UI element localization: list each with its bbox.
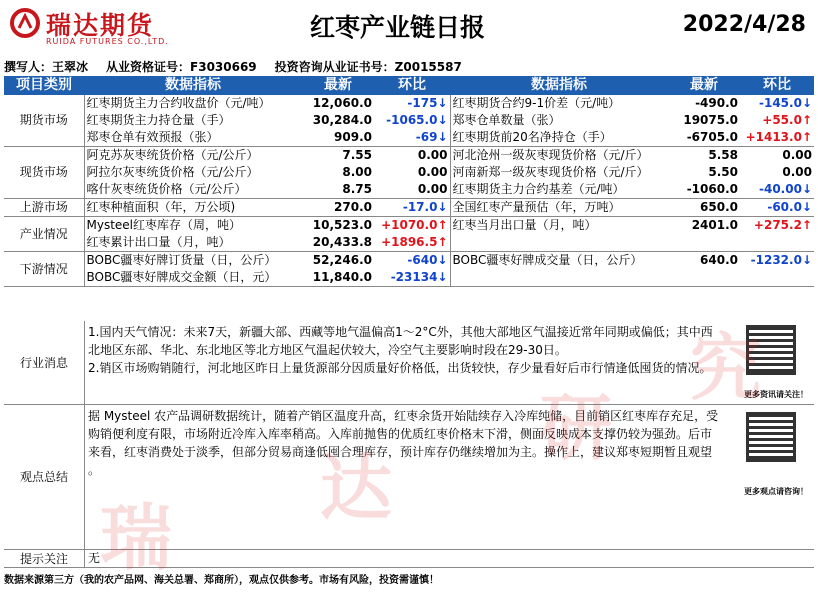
latest-value: 909.0: [302, 129, 374, 147]
table-row: [4, 129, 814, 147]
footer-disclaimer: 数据来源第三方（我的农产品网、海关总署、郑商所），观点仅供参考。市场有风险，投资需谨慎！: [4, 575, 439, 586]
change-value: 0.00: [374, 164, 450, 181]
change-value: -40.00↓: [740, 181, 814, 199]
industry-news-label: 行业消息: [19, 356, 68, 370]
reminder-value: 无: [88, 551, 101, 565]
table-row: [4, 217, 814, 235]
qr-code-icon: [746, 325, 796, 375]
latest-value: 650.0: [668, 199, 740, 217]
latest-value: 5.58: [708, 148, 738, 162]
watermark-char: 究: [690, 326, 763, 410]
qr-code-icon: [746, 412, 796, 462]
table-row: [4, 199, 814, 217]
change-value: -1232.0↓: [750, 253, 812, 267]
report-date: 2022/4/28: [682, 12, 806, 37]
change-value: +1070.0↑: [374, 217, 450, 235]
reminder-section: [4, 549, 814, 568]
viewpoint-line: 据 Mysteel 农产品调研数据统计，随着产销区温度升高，红枣余货开始陆续存入冷库纯储，目前销区红枣库存充足，受: [88, 409, 719, 423]
change-value: +275.2↑: [753, 218, 812, 232]
indicator-name: BOBC疆枣好牌成交量（日，公斤）: [452, 253, 643, 267]
change-value: -640↓: [374, 252, 450, 270]
latest-value: 640.0: [700, 253, 738, 267]
indicator-name: 红枣期货合约9-1价差（元/吨）: [452, 96, 621, 110]
latest-value: [668, 269, 740, 287]
author-name: 撰写人：王翠冰: [4, 60, 89, 74]
latest-value: -1060.0: [668, 181, 740, 199]
header-change-2: 环比: [740, 76, 814, 95]
latest-value: 12,060.0: [312, 96, 372, 110]
viewpoint-text: [88, 407, 734, 479]
industry-news-text: [88, 323, 734, 377]
indicator-name: 郑枣仓单数量（张）: [452, 113, 561, 127]
table-row: [4, 252, 814, 270]
indicator-name: 红枣累计出口量（月，吨）: [84, 234, 302, 252]
indicator-name: [450, 269, 668, 287]
indicator-name: BOBC疆枣好牌成交金额（日，元）: [84, 269, 302, 287]
report-title: 红枣产业链日报: [310, 13, 486, 42]
latest-value: 20,433.8: [302, 234, 374, 252]
change-value: -145.0↓: [759, 96, 812, 110]
indicator-name: 红枣期货主力持仓量（手）: [86, 113, 231, 127]
change-value: 0.00: [374, 147, 450, 165]
latest-value: 52,246.0: [312, 253, 372, 267]
indicator-name: 河南新郑一级灰枣现货价格（元/斤）: [452, 165, 649, 179]
latest-value: 8.00: [342, 165, 372, 179]
change-value: +1413.0↑: [740, 129, 814, 147]
table-row: [4, 269, 814, 287]
table-row: [4, 95, 814, 112]
author-line: [4, 58, 480, 75]
ruida-logo-icon: [10, 8, 40, 38]
latest-value: 270.0: [302, 199, 374, 217]
qr-caption: 更多资讯请关注！: [744, 390, 808, 399]
reminder-label: 提示关注: [19, 552, 68, 566]
latest-value: [668, 234, 740, 252]
change-value: -17.0↓: [374, 199, 450, 217]
change-value: [740, 269, 814, 287]
viewpoint-line: 来看，红枣消费处于淡季，但部分贸易商逢低囤合理库存，预计库存仍继续增加为主。操作上，建议郑枣短期暂且观望: [88, 445, 713, 459]
indicator-name: 郑枣仓单有效预报（张）: [84, 129, 302, 147]
indicator-name: 全国红枣产量预估（年，万吨）: [450, 199, 668, 217]
header-category: 项目类别: [4, 76, 84, 95]
consulting-license-number: 投资咨询从业证书号：Z0015587: [274, 60, 462, 74]
watermark-char: 研: [540, 386, 613, 470]
change-value: +55.0↑: [762, 113, 812, 127]
header-latest: 最新: [302, 76, 374, 95]
table-row: [4, 147, 814, 165]
latest-value: 8.75: [302, 181, 374, 199]
latest-value: 19075.0: [683, 113, 738, 127]
change-value: -60.0↓: [740, 199, 814, 217]
table-row: [4, 181, 814, 199]
indicator-name: [450, 234, 668, 252]
change-value: -175↓: [374, 95, 450, 112]
latest-value: 5.50: [708, 165, 738, 179]
category-cell: 期货市场: [4, 95, 84, 147]
table-row: [4, 112, 814, 129]
category-cell: 下游情况: [4, 252, 84, 287]
latest-value: 30,284.0: [312, 113, 372, 127]
latest-value: -6705.0: [668, 129, 740, 147]
news-line: 1.国内天气情况：未来7天，新疆大部、西藏等地气温偏高1～2°C外，其他大部地区气温接近常年同期或偏低；其中西: [88, 325, 713, 339]
change-value: [740, 234, 814, 252]
news-line: 北地区东部、华北、东北地区等北方地区气温起伏较大，冷空气主要影响时段在29-30日。: [88, 343, 567, 357]
change-value: -1065.0↓: [374, 112, 450, 129]
qualification-number: 从业资格证号：F3030669: [106, 60, 257, 74]
latest-value: 7.55: [342, 148, 372, 162]
header-latest-2: 最新: [668, 76, 740, 95]
indicator-name: 红枣期货前20名净持仓（手）: [450, 129, 668, 147]
change-value: -23134↓: [374, 269, 450, 287]
indicator-name: Mysteel红枣库存（周，吨）: [86, 218, 242, 232]
indicator-name: 红枣当月出口量（月，吨）: [452, 218, 597, 232]
header-change: 环比: [374, 76, 450, 95]
viewpoint-section: [4, 404, 814, 550]
industry-news-section: [4, 321, 814, 405]
viewpoint-label: 观点总结: [19, 470, 68, 484]
change-value: 0.00: [782, 165, 812, 179]
category-cell: 上游市场: [4, 199, 84, 217]
category-cell: 现货市场: [4, 147, 84, 199]
change-value: +1896.5↑: [374, 234, 450, 252]
logo-english-text: RUIDA FUTURES CO.,LTD.: [46, 37, 169, 46]
report-header: [0, 0, 818, 56]
latest-value: 10,523.0: [312, 218, 372, 232]
latest-value: 2401.0: [691, 218, 738, 232]
indicator-name: BOBC疆枣好牌订货量（日，公斤）: [86, 253, 277, 267]
indicator-name: 喀什灰枣统货价格（元/公斤）: [84, 181, 302, 199]
header-indicator-2: 数据指标: [450, 76, 668, 95]
latest-value: -490.0: [695, 96, 738, 110]
qr-caption: 更多观点请咨询！: [744, 487, 808, 496]
latest-value: 11,840.0: [302, 269, 374, 287]
indicator-name: 红枣种植面积（年，万公顷): [84, 199, 302, 217]
viewpoint-line: 。: [88, 463, 101, 477]
table-row: [4, 164, 814, 181]
indicator-name: 阿拉尔灰枣统货价格（元/公斤）: [86, 165, 259, 179]
change-value: 0.00: [374, 181, 450, 199]
change-value: -69↓: [374, 129, 450, 147]
header-indicator: 数据指标: [84, 76, 302, 95]
indicator-name: 红枣期货主力合约基差（元/吨）: [450, 181, 668, 199]
logo-text: 瑞达期货: [46, 11, 155, 40]
table-header-row: [4, 76, 814, 95]
change-value: 0.00: [782, 148, 812, 162]
indicator-name: 河北沧州一级灰枣现货价格（元/斤）: [452, 148, 649, 162]
watermark-char: 瑞: [100, 496, 173, 580]
watermark-char: 达: [320, 446, 393, 530]
table-row: [4, 234, 814, 252]
indicator-name: 阿克苏灰枣统货价格（元/公斤）: [86, 148, 259, 162]
viewpoint-line: 购销便利度有限，市场附近冷库入库率稍高。入库前抛售的优质红枣价格末下滑，侧面反映成本支撑仍较为强劲。后市: [88, 427, 713, 441]
news-line: 2.销区市场购销随行，河北地区昨日上量货源部分因质量好价格低，出货较快，存少量看好后市行情逢低囤货的情况。: [88, 361, 712, 375]
indicator-name: 红枣期货主力合约收盘价（元/吨）: [86, 96, 271, 110]
data-table: [4, 76, 814, 287]
category-cell: 产业情况: [4, 217, 84, 252]
